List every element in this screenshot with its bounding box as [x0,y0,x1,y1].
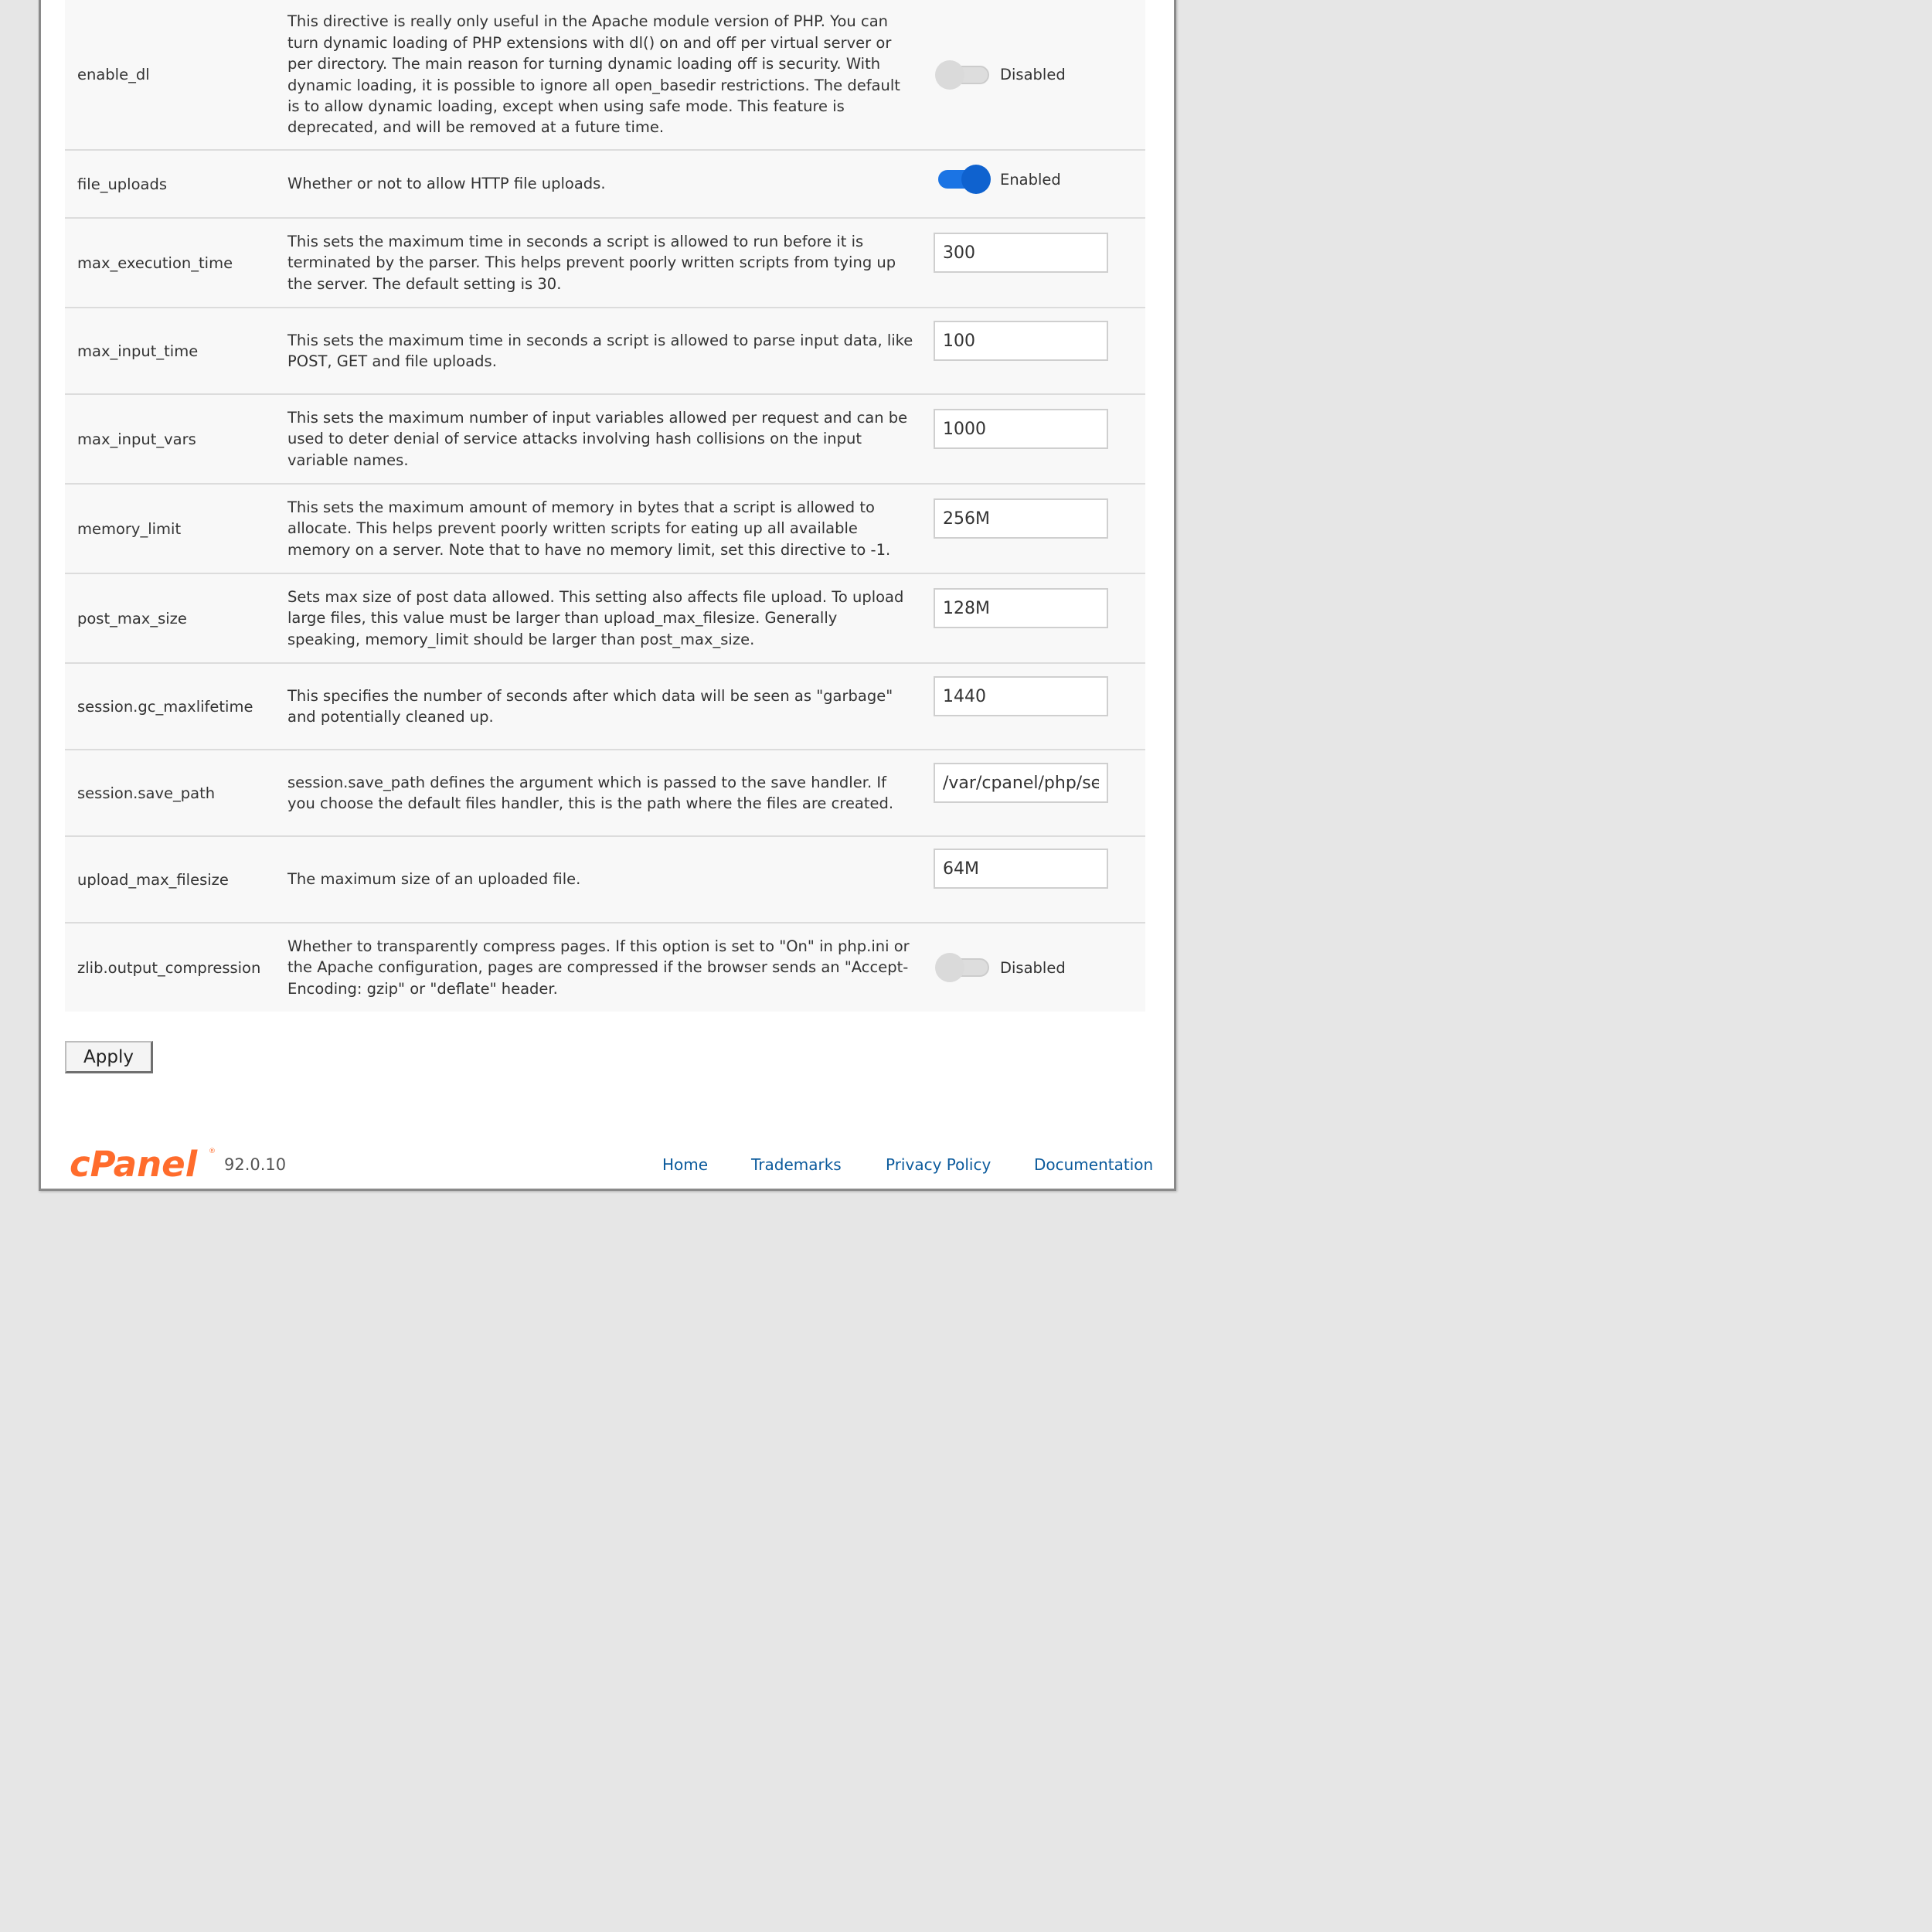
directive-name: zlib.output_compression [77,958,261,977]
cpanel-logo-icon [70,1144,218,1182]
directive-row-upload-max-filesize [65,837,1145,923]
toggle-knob [935,60,964,90]
directive-row-post-max-size [65,574,1145,664]
footer [0,1142,1212,1189]
directive-description: This sets the maximum number of input variables allowed per request and can be used to deter denial of service attacks involving hash collisions on the input variable names. [287,408,908,469]
directive-row-max-input-time [65,308,1145,395]
file-uploads-toggle[interactable] [935,164,991,195]
session-save-path-input[interactable] [934,763,1108,803]
cpanel-logo[interactable] [70,1144,218,1185]
footer-link-documentation[interactable]: Documentation [1034,1155,1154,1174]
version-number: 92.0.10 [224,1155,287,1174]
toggle-state-label: Disabled [1000,958,1066,977]
toggle-state-label: Disabled [1000,66,1066,83]
footer-link-home[interactable]: Home [662,1155,709,1174]
directive-row-zlib-output-compression [65,923,1145,1012]
directive-description: This sets the maximum amount of memory in bytes that a script is allowed to allocate. This helps prevent poorly written scripts for eating up all available memory on a server. Note that to have no memory limit, set this directive to -1. [287,498,891,559]
memory-limit-input[interactable] [934,498,1108,539]
directive-row-session-save-path [65,750,1145,837]
directive-row-max-execution-time [65,219,1145,308]
cpanel-logo-text: cPanel [70,1144,198,1182]
directive-name: session.gc_maxlifetime [77,697,253,716]
footer-link-trademarks[interactable]: Trademarks [751,1155,842,1174]
directive-name: max_input_vars [77,430,196,448]
directive-name: max_execution_time [77,253,233,272]
directive-description: The maximum size of an uploaded file. [287,870,581,889]
footer-link-privacy-policy[interactable]: Privacy Policy [886,1155,992,1174]
zlib-output-compression-toggle[interactable] [935,952,991,983]
directive-description: Sets max size of post data allowed. This setting also affects file upload. To upload large files, this value must be larger than upload_max_filesize. Generally speaking, memory_limit should be larger than post_max_size. [287,587,904,648]
directive-description: This sets the maximum time in seconds a script is allowed to parse input data, like POST, GET and file uploads. [287,331,913,370]
directive-name: memory_limit [77,519,182,538]
max-input-vars-input[interactable] [934,409,1108,449]
directive-description: This directive is really only useful in the Apache module version of PHP. You can turn dynamic loading of PHP extensions with dl() on and off per virtual server or per directory. The main reason for turning dynamic loading off is security. With dynamic loading, it is possible to ignore all open_basedir restrictions. The default is to allow dynamic loading, except when using safe mode. This feature is deprecated, and will be removed at a future time. [287,12,900,137]
enable-dl-toggle[interactable] [935,60,991,90]
directive-row-max-input-vars [65,395,1145,485]
directive-row-file-uploads [65,151,1145,219]
post-max-size-input[interactable] [934,588,1108,628]
directive-name: upload_max_filesize [77,870,229,889]
directive-name: enable_dl [77,66,150,83]
session-gc-maxlifetime-input[interactable] [934,676,1108,716]
toggle-knob [961,165,991,194]
directive-description: session.save_path defines the argument which is passed to the save handler. If you choose the default files handler, this is the path where the files are created. [287,773,894,812]
directive-name: session.save_path [77,784,216,802]
directive-description: This specifies the number of seconds after which data will be seen as "garbage" and potentially cleaned up. [287,686,893,726]
max-execution-time-input[interactable] [934,233,1108,273]
directive-description: Whether or not to allow HTTP file uploads. [287,175,606,193]
directive-name: post_max_size [77,609,187,628]
upload-max-filesize-input[interactable] [934,849,1108,889]
directive-row-enable-dl [65,0,1145,151]
directive-row-memory-limit [65,485,1145,574]
max-input-time-input[interactable] [934,321,1108,361]
directive-name: max_input_time [77,342,199,360]
directive-description: Whether to transparently compress pages. If this option is set to "On" in php.ini or the Apache configuration, pages are compressed if the browser sends an "Accept-Encoding: gzip" or "deflate" header. [287,937,910,998]
toggle-state-label: Enabled [1000,170,1061,189]
registered-mark: ® [209,1148,216,1155]
toggle-knob [935,953,964,982]
directive-description: This sets the maximum time in seconds a script is allowed to run before it is terminated by the parser. This helps prevent poorly written scripts from tying up the server. The default setting is 30. [287,232,896,293]
directive-name: file_uploads [77,175,168,193]
directive-row-session-gc-maxlifetime [65,664,1145,750]
apply-button[interactable]: Apply [65,1041,153,1073]
